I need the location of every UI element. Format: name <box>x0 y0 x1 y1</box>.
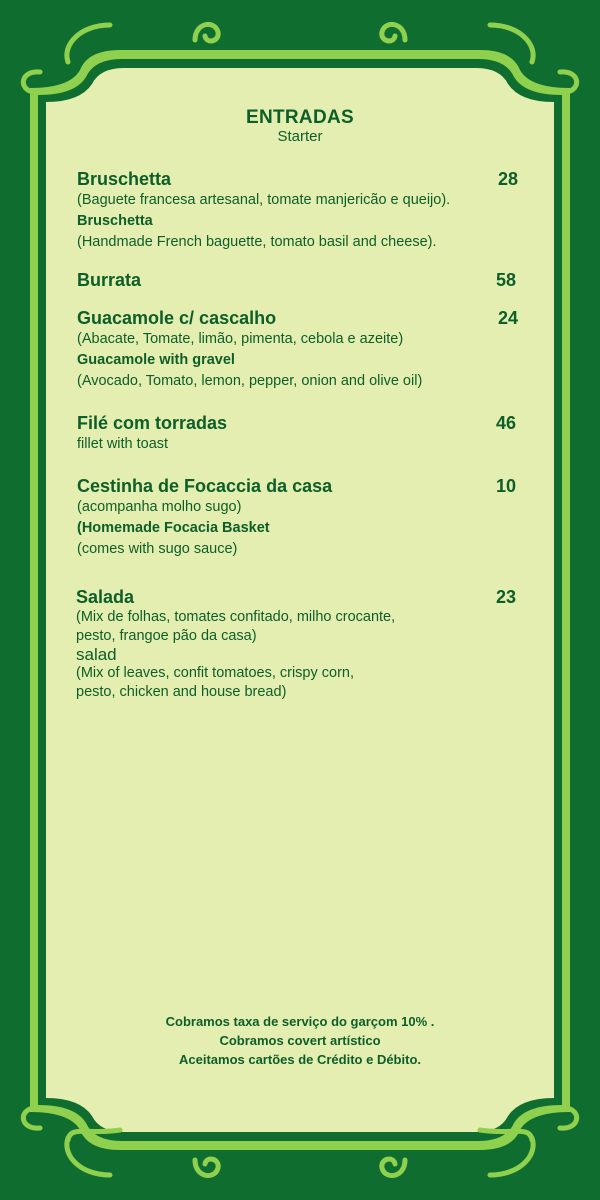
footer-notes <box>0 1012 600 1069</box>
item-name: Guacamole c/ cascalho <box>77 308 277 328</box>
section-title: ENTRADAS <box>246 107 354 128</box>
section-subtitle: Starter <box>277 128 323 145</box>
item-name: Bruschetta <box>77 169 172 189</box>
item-name-english: Bruschetta <box>77 212 153 229</box>
item-description: fillet with toast <box>77 436 169 452</box>
menu-item-salada <box>76 586 526 701</box>
item-description-line-2: pesto, frangoe pão da casa) <box>76 627 257 644</box>
menu-item-cestinha-focaccia <box>77 475 527 559</box>
item-name: Cestinha de Focaccia da casa <box>77 476 333 496</box>
item-description-line-1: (Mix de folhas, tomates confitado, milho crocante, <box>76 609 396 625</box>
item-description-english-line-1: (Mix of leaves, confit tomatoes, crispy corn, <box>76 665 355 681</box>
footer-covert: Cobramos covert artístico <box>219 1033 381 1048</box>
item-description-english-line-2: pesto, chicken and house bread) <box>76 683 287 700</box>
menu-item-guacamole <box>77 307 527 391</box>
item-price: 58 <box>496 270 517 290</box>
menu-item-bruschetta <box>77 168 527 252</box>
item-name-english: (Homemade Focacia Basket <box>77 519 270 536</box>
item-description: (Abacate, Tomate, limão, pimenta, cebola e azeite) <box>77 331 404 347</box>
item-name-english: Guacamole with gravel <box>77 351 235 368</box>
section-header <box>0 108 600 145</box>
menu-item-file-com-torradas <box>77 412 527 455</box>
item-price: 46 <box>496 413 517 433</box>
menu-item-burrata <box>77 269 527 291</box>
item-description: (acompanha molho sugo) <box>77 499 242 515</box>
item-name: Filé com torradas <box>77 413 228 433</box>
item-name: Burrata <box>77 270 142 290</box>
item-price: 10 <box>496 476 517 496</box>
item-description-english: (Handmade French baguette, tomato basil and cheese). <box>77 233 437 250</box>
footer-service-fee: Cobramos taxa de serviço do garçom 10% . <box>165 1014 435 1029</box>
item-description: (Baguete francesa artesanal, tomate manjericão e queijo). <box>77 192 451 208</box>
item-name-english: salad <box>76 645 117 664</box>
item-description-english: (Avocado, Tomato, lemon, pepper, onion and olive oil) <box>77 372 423 389</box>
item-description-english: (comes with sugo sauce) <box>77 540 238 557</box>
item-price: 23 <box>496 587 517 607</box>
item-price: 28 <box>498 169 519 189</box>
footer-payment: Aceitamos cartões de Crédito e Débito. <box>178 1052 421 1067</box>
item-name: Salada <box>76 587 135 607</box>
item-price: 24 <box>498 308 519 328</box>
